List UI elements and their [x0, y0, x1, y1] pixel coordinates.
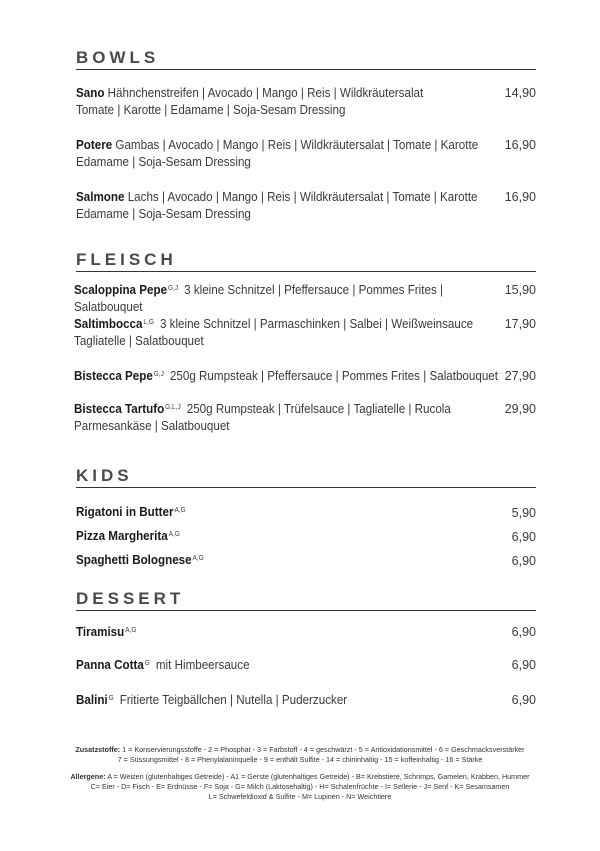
menu-item	[76, 692, 509, 709]
item-description-line2: Tagliatelle | Salatbouquet	[74, 334, 204, 348]
item-price: 5,90	[511, 506, 536, 520]
section-title: BOWLS	[76, 48, 536, 70]
item-description: Hähnchenstreifen | Avocado | Mango | Reis | Wildkräutersalat	[107, 86, 424, 100]
item-name: Spaghetti Bolognese	[76, 553, 192, 567]
allergens-line3: L= Schwefeldioxid & Sulfite - M= Lupinen - N= Weichtiere	[208, 792, 392, 801]
allergens-line1: A = Weizen (glutenhaltiges Getreide) - A1 = Gerste (glutenhaltiges Getreide) - B= Krebstiere, Schrimps, Gamelen, Krabben, Hummer	[107, 772, 530, 781]
item-description: Lachs | Avocado | Mango | Reis | Wildkräutersalat | Tomate | Karotte	[127, 190, 478, 204]
menu-item	[76, 528, 509, 545]
item-allergens: G	[108, 695, 114, 702]
section-title: FLEISCH	[76, 250, 536, 272]
item-price: 16,90	[504, 190, 536, 204]
item-name: Panna Cotta	[76, 658, 144, 672]
item-price: 6,90	[511, 693, 536, 707]
item-allergens: G,J	[167, 285, 179, 292]
menu-item	[76, 504, 509, 521]
item-price: 27,90	[504, 369, 536, 383]
item-name: Pizza Margherita	[76, 529, 168, 543]
item-allergens: L,G	[143, 319, 154, 326]
item-name: Saltimbocca	[74, 317, 143, 331]
menu-item	[74, 282, 507, 316]
item-name: Rigatoni in Butter	[76, 505, 174, 519]
menu-item	[76, 189, 509, 223]
allergens-line2: C= Eier - D= Fisch - E= Erdnüsse - F= Soja - G= Milch (Laktosehaltig) - H= Schalenfrüchte - I= Sellerie - J= Senf - K= Sesamsamen	[90, 782, 510, 791]
allergens-legend	[20, 772, 580, 802]
section-fleisch	[76, 250, 536, 440]
item-allergens: A,G	[192, 555, 204, 562]
section-kids	[76, 466, 536, 576]
item-allergens: G,J	[153, 371, 164, 378]
section-bowls	[76, 48, 536, 228]
item-name: Salmone	[76, 190, 125, 204]
item-description: mit Himbeersauce	[155, 658, 250, 672]
section-dessert	[76, 589, 536, 719]
item-allergens: G,L,J	[165, 404, 181, 411]
item-name: Potere	[76, 138, 113, 152]
item-price: 16,90	[504, 138, 536, 152]
item-description: 3 kleine Schnitzel | Parmaschinken | Salbei | Weißweinsauce	[159, 317, 474, 331]
menu-item	[74, 316, 507, 350]
item-description: Gambas | Avocado | Mango | Reis | Wildkräutersalat | Tomate | Karotte	[115, 138, 479, 152]
item-description: 3 kleine Schnitzel | Pfeffersauce | Pommes Frites | Salatbouquet	[74, 283, 444, 314]
item-allergens: A,G	[125, 627, 137, 634]
item-price: 15,90	[504, 283, 536, 297]
menu-item	[76, 624, 509, 641]
section-title: DESSERT	[76, 589, 536, 611]
allergens-label: Allergene:	[70, 772, 106, 781]
item-description-line2: Tomate | Karotte | Edamame | Soja-Sesam Dressing	[76, 103, 346, 117]
item-name: Sano	[76, 86, 105, 100]
item-allergens: A,G	[168, 531, 180, 538]
item-description: Fritierte Teigbällchen | Nutella | Puderzucker	[119, 693, 348, 707]
menu-item	[76, 552, 509, 569]
item-allergens: G	[144, 660, 150, 667]
item-name: Tiramisu	[76, 625, 125, 639]
menu-item	[76, 85, 509, 119]
additives-line1: 1 = Konservierungsstoffe - 2 = Phosphat - 3 = Farbstoff - 4 = geschwärzt - 5 = Antioxidationsmittel - 6 = Geschmacksverstärker	[122, 745, 525, 754]
item-allergens: A,G	[174, 507, 186, 514]
item-price: 6,90	[511, 625, 536, 639]
item-description: 250g Rumpsteak | Trüfelsauce | Tagliatelle | Rucola	[186, 402, 451, 416]
item-name: Balini	[76, 693, 108, 707]
menu-item	[76, 657, 509, 674]
additives-line2: 7 = Süssungsmittel - 8 = Phenylalaninquelle - 9 = enthält Sulfite - 14 = chininhaltig - 15 = koffeinhaltig - 16 = Stärke	[117, 755, 483, 764]
item-price: 6,90	[511, 530, 536, 544]
menu-item	[74, 368, 507, 385]
additives-legend	[20, 745, 580, 765]
item-description-line2: Parmesankäse | Salatbouquet	[74, 419, 230, 433]
item-description-line2: Edamame | Soja-Sesam Dressing	[76, 155, 251, 169]
item-name: Bistecca Pepe	[74, 369, 153, 383]
item-price: 6,90	[511, 658, 536, 672]
item-description: 250g Rumpsteak | Pfeffersauce | Pommes Frites | Salatbouquet	[169, 369, 498, 383]
menu-item	[76, 137, 509, 171]
item-price: 6,90	[511, 554, 536, 568]
item-price: 17,90	[504, 317, 536, 331]
item-name: Bistecca Tartufo	[74, 402, 165, 416]
item-price: 14,90	[504, 86, 536, 100]
section-title: KIDS	[76, 466, 536, 488]
item-name: Scaloppina Pepe	[74, 283, 168, 297]
additives-label: Zusatzstoffe:	[75, 745, 121, 754]
item-price: 29,90	[504, 402, 536, 416]
item-description-line2: Edamame | Soja-Sesam Dressing	[76, 207, 251, 221]
menu-item	[74, 401, 507, 435]
